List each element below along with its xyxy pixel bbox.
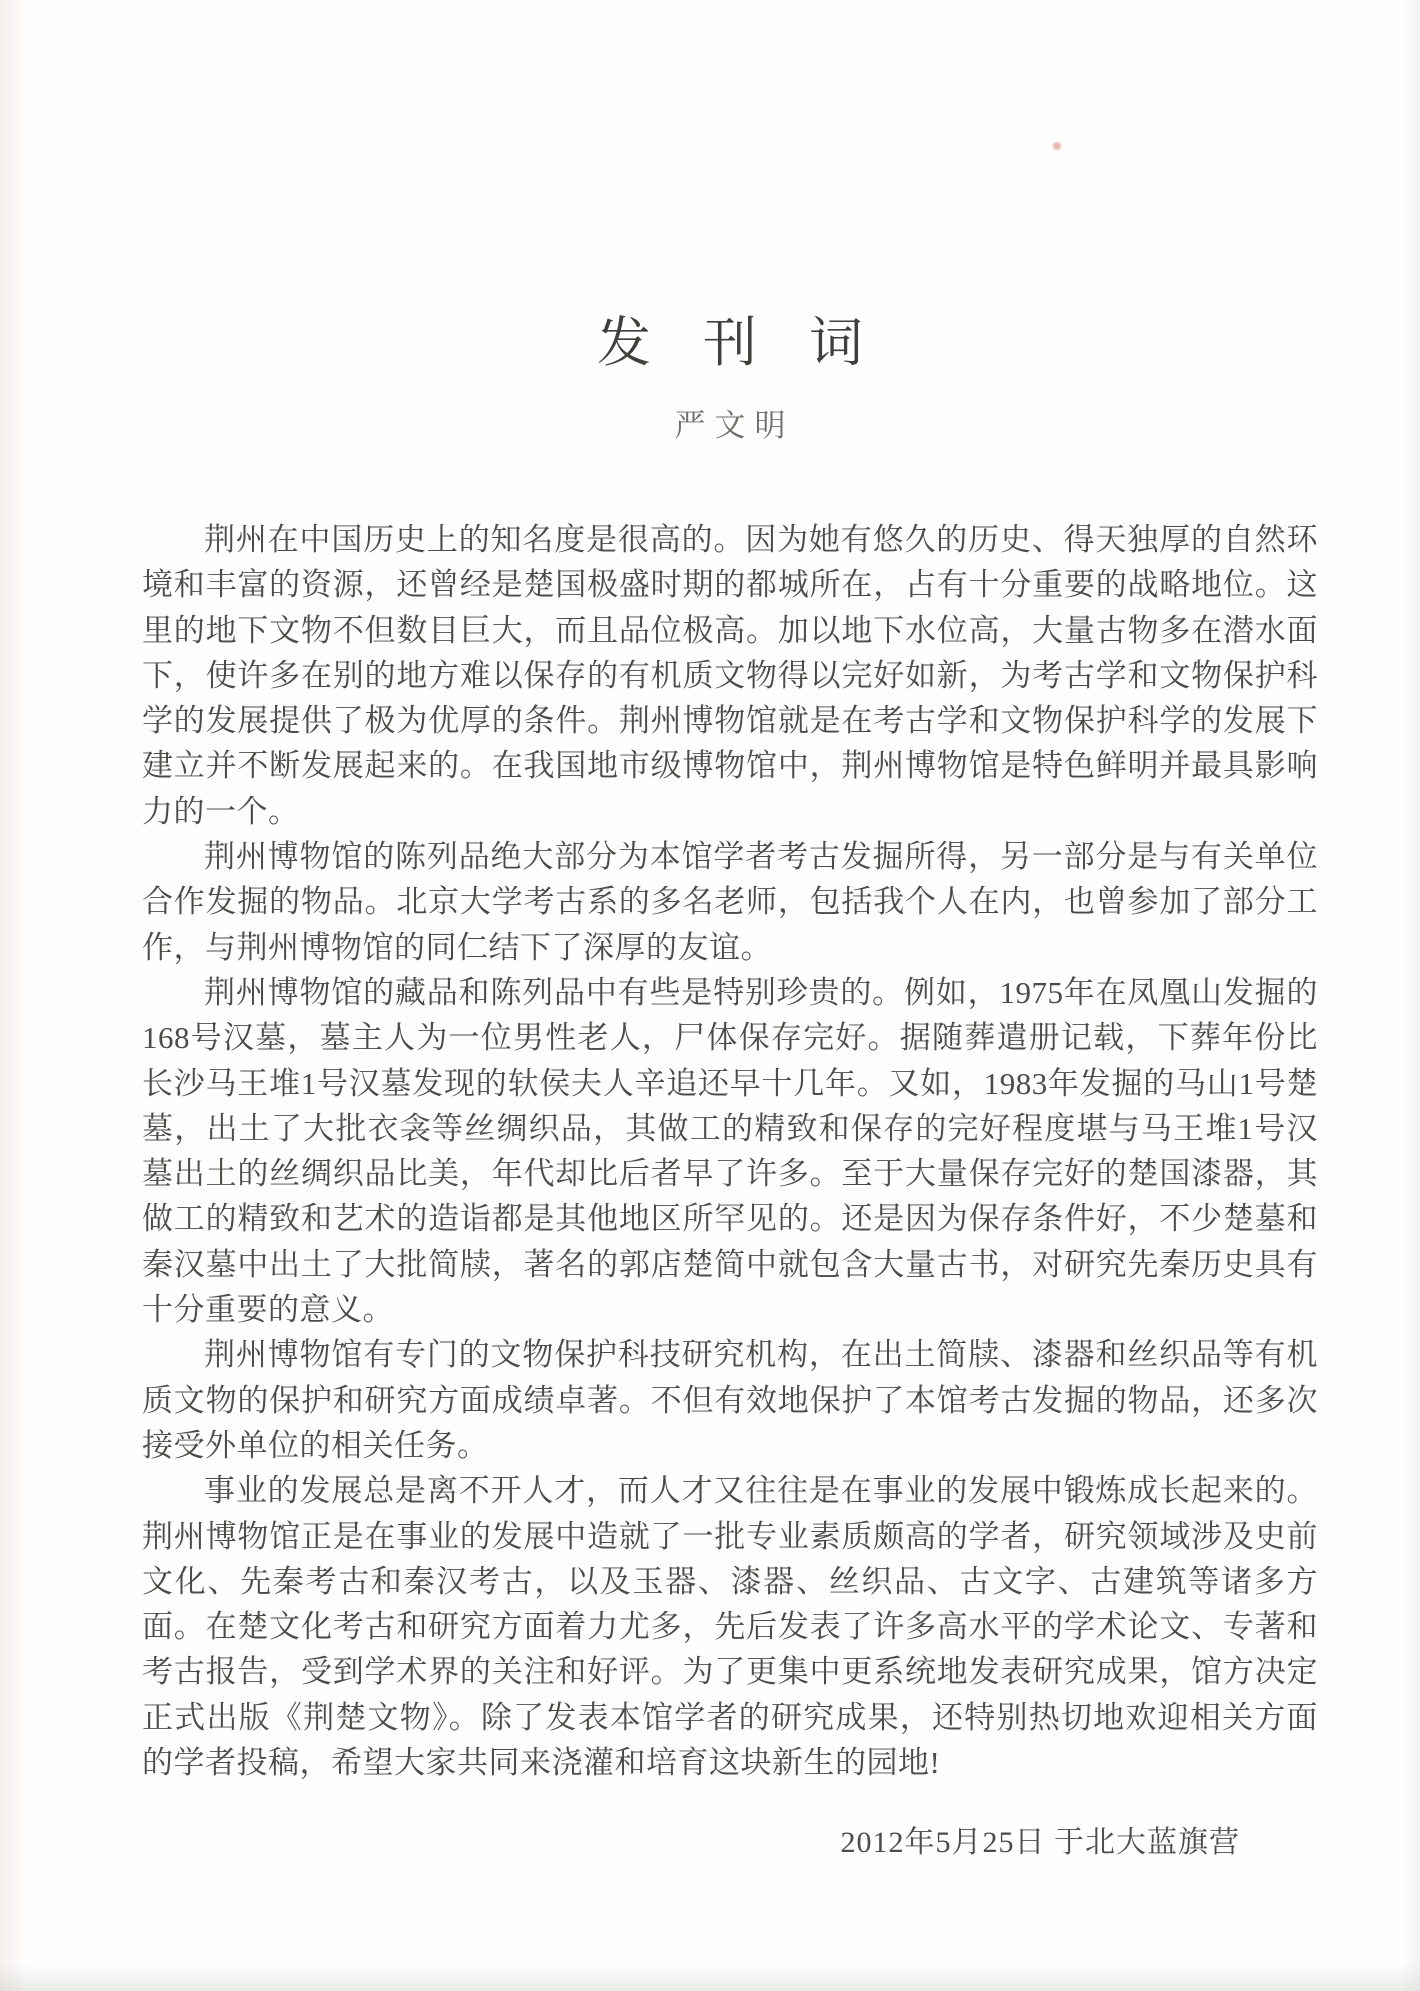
scan-speck [1053, 142, 1061, 150]
page-title: 发刊词 [597, 313, 915, 374]
author-name: 严文明 [674, 408, 795, 443]
paragraph: 荆州博物馆有专门的文物保护科技研究机构，在出土简牍、漆器和丝织品等有机质文物的保护和研究方面成绩卓著。不但有效地保护了本馆考古发掘的物品，还多次接受外单位的相关任务。 [142, 1337, 1318, 1463]
scan-edge-left [0, 0, 26, 1991]
scan-edge-right [1402, 0, 1420, 1991]
paragraph: 荆州博物馆的陈列品绝大部分为本馆学者考古发掘所得，另一部分是与有关单位合作发掘的物品。北京大学考古系的多名老师，包括我个人在内，也曾参加了部分工作，与荆州博物馆的同仁结下了深厚的友谊。 [142, 839, 1318, 965]
paragraph: 荆州博物馆的藏品和陈列品中有些是特别珍贵的。例如，1975年在凤凰山发掘的168号汉墓，墓主人为一位男性老人，尸体保存完好。据随葬遣册记载，下葬年份比长沙马王堆1号汉墓发现的轪侯夫人辛追还早十几年。又如，1983年发掘的马山1号楚墓，出土了大批衣衾等丝绸织品，其做工的精致和保存的完好程度堪与马王堆1号汉墓出土的丝绸织品比美，年代却比后者早了许多。至于大量保存完好的楚国漆器，其做工的精致和艺术的造诣都是其他地区所罕见的。还是因为保存条件好，不少楚墓和秦汉墓中出土了大批简牍，著名的郭店楚简中就包含大量古书，对研究先秦历史具有十分重要的意义。 [142, 974, 1318, 1328]
paragraph: 荆州在中国历史上的知名度是很高的。因为她有悠久的历史、得天独厚的自然环境和丰富的资源，还曾经是楚国极盛时期的都城所在，占有十分重要的战略地位。这里的地下文物不但数目巨大，而且品位极高。加以地下水位高，大量古物多在潜水面下，使许多在别的地方难以保存的有机质文物得以完好如新，为考古学和文物保护科学的发展提供了极为优厚的条件。荆州博物馆就是在考古学和文物保护科学的发展下建立并不断发展起来的。在我国地市级博物馆中，荆州博物馆是特色鲜明并最具影响力的一个。 [142, 522, 1318, 829]
date-line: 2012年5月25日 于北大蓝旗营 [840, 1826, 1240, 1859]
scan-edge-bottom [0, 1963, 1420, 1991]
body-paragraphs [142, 517, 1318, 1785]
paragraph: 事业的发展总是离不开人才，而人才又往往是在事业的发展中锻炼成长起来的。荆州博物馆正是在事业的发展中造就了一批专业素质颇高的学者，研究领域涉及史前文化、先秦考古和秦汉考古，以及玉器、漆器、丝织品、古文字、古建筑等诸多方面。在楚文化考古和研究方面着力尤多，先后发表了许多高水平的学术论文、专著和考古报告，受到学术界的关注和好评。为了更集中更系统地发表研究成果，馆方决定正式出版《荆楚文物》。除了发表本馆学者的研究成果，还特别热切地欢迎相关方面的学者投稿，希望大家共同来浇灌和培育这块新生的园地! [142, 1473, 1318, 1781]
